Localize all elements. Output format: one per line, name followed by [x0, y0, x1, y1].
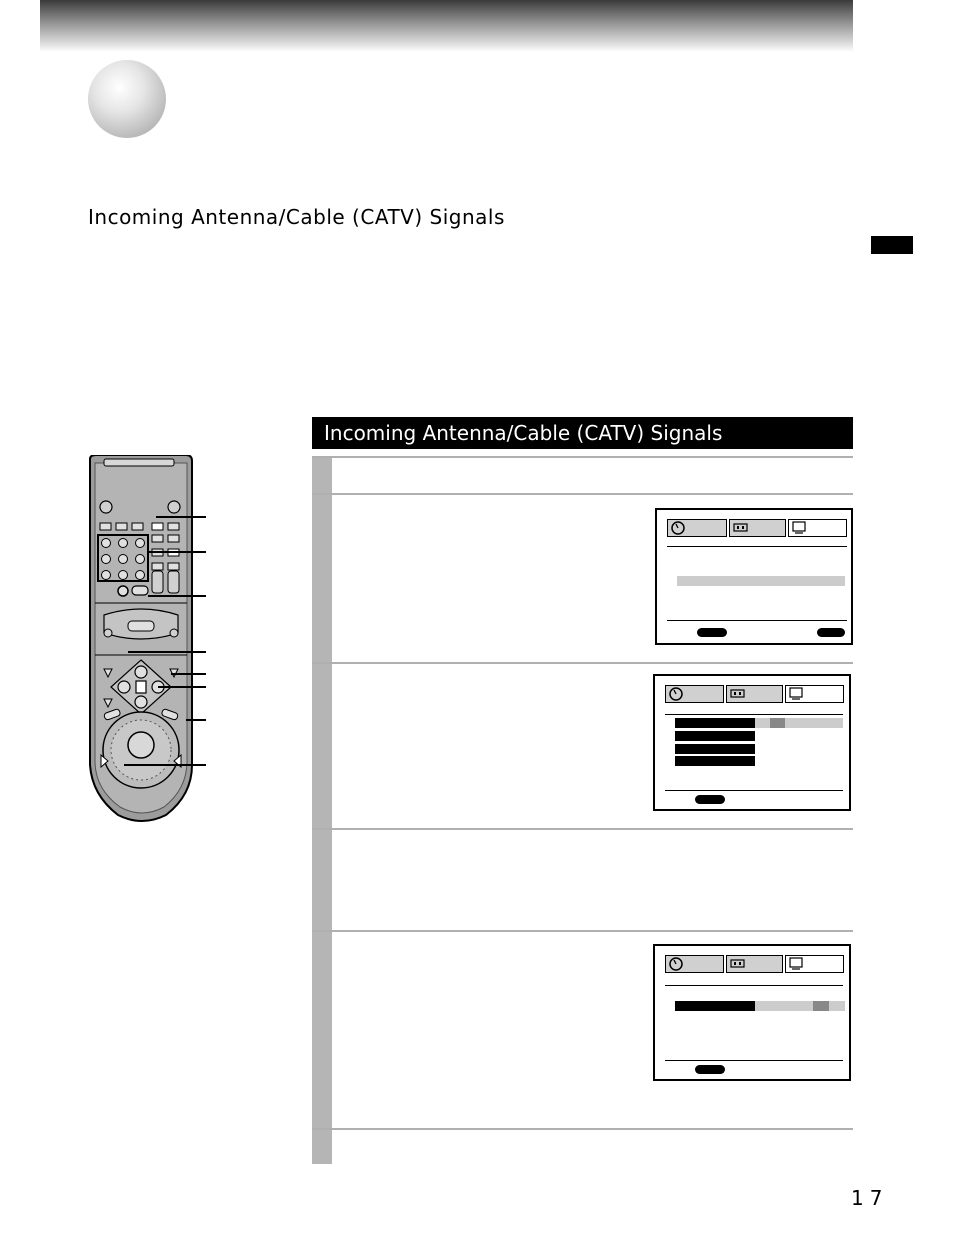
step-divider: [312, 828, 853, 830]
osd-tab-tv: [788, 519, 847, 537]
osd-tab-clock: [667, 519, 727, 537]
cassette-icon: [733, 523, 749, 533]
chapter-sphere-icon: [88, 60, 166, 138]
osd-highlight-bar: [755, 1001, 845, 1011]
step-number-column: [312, 457, 332, 1164]
clock-icon: [670, 520, 686, 536]
remote-control-illustration: [86, 455, 236, 840]
osd-tab-tv: [785, 685, 844, 703]
osd-menu-item: [675, 756, 755, 766]
osd-screen-3: [653, 944, 851, 1081]
osd-screen-1: [655, 508, 853, 645]
osd-cursor: [770, 718, 785, 728]
step-divider: [312, 1128, 853, 1130]
osd-tab-cassette: [726, 685, 783, 703]
osd-screen-2: [653, 674, 851, 811]
osd-cursor: [813, 1001, 829, 1011]
osd-tab-tv: [785, 955, 844, 973]
tv-icon: [788, 957, 804, 971]
chapter-side-tab: [871, 236, 913, 254]
section-title: Incoming Antenna/Cable (CATV) Signals: [88, 205, 505, 229]
osd-tab-cassette: [726, 955, 783, 973]
box-title: Incoming Antenna/Cable (CATV) Signals: [312, 417, 853, 449]
tv-icon: [788, 687, 804, 701]
osd-highlight-bar: [677, 576, 845, 586]
osd-menu-item: [675, 731, 755, 741]
osd-button-pill: [817, 628, 845, 637]
cassette-icon: [730, 959, 746, 969]
page-number: 17: [851, 1186, 889, 1210]
osd-menu-item: [675, 1001, 755, 1011]
osd-tab-cassette: [729, 519, 786, 537]
osd-tab-clock: [665, 685, 724, 703]
osd-button-pill: [695, 1065, 725, 1074]
clock-icon: [668, 686, 684, 702]
osd-button-pill: [697, 628, 727, 637]
step-divider: [312, 456, 853, 458]
clock-icon: [668, 956, 684, 972]
tv-icon: [791, 521, 807, 535]
osd-menu-item: [675, 718, 755, 728]
osd-menu-item: [675, 744, 755, 754]
remote-control-icon: [86, 455, 236, 840]
step-divider: [312, 662, 853, 664]
osd-button-pill: [695, 795, 725, 804]
osd-highlight-bar: [755, 718, 843, 728]
osd-tab-clock: [665, 955, 724, 973]
step-divider: [312, 930, 853, 932]
cassette-icon: [730, 689, 746, 699]
step-divider: [312, 493, 853, 495]
header-gradient-band: [40, 0, 853, 52]
